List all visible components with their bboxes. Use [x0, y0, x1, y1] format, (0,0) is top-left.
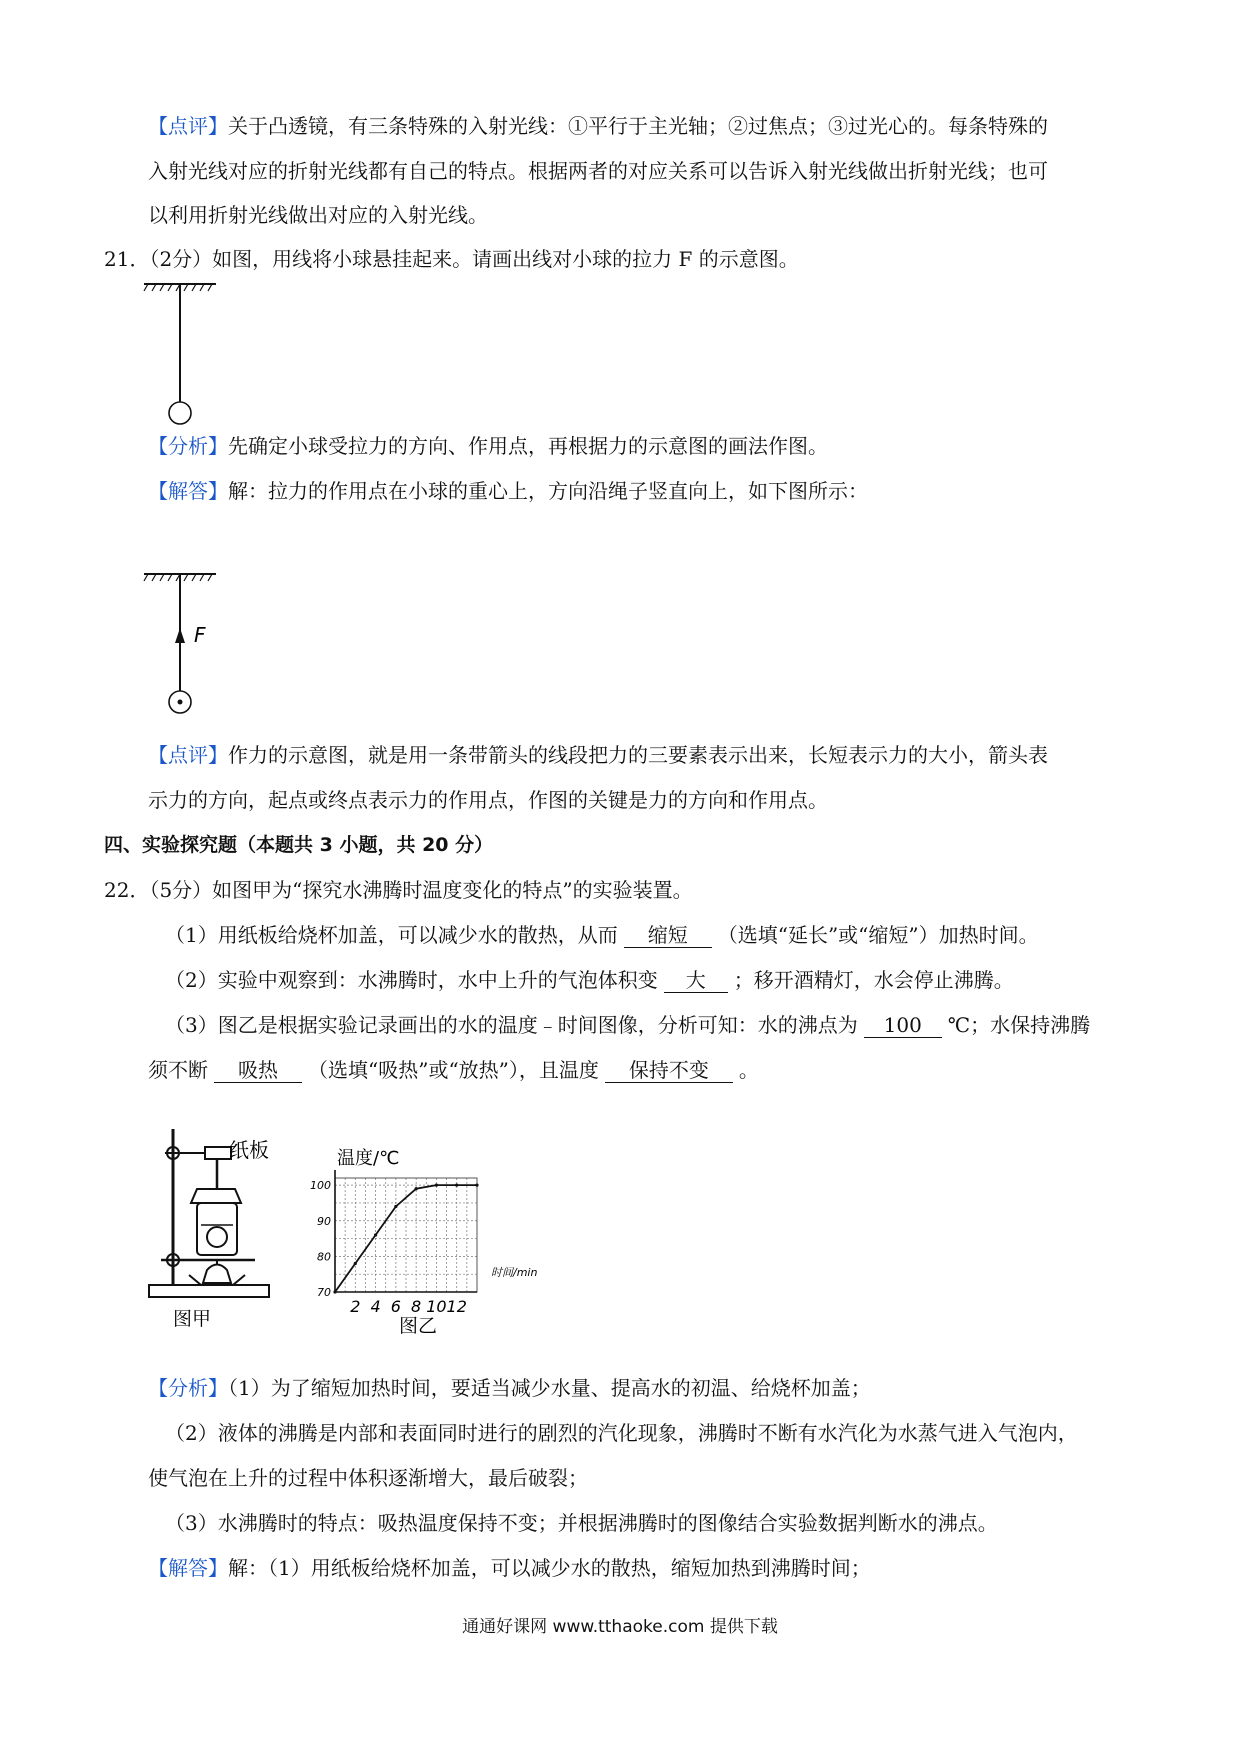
q22-answer-1: 【解答】解：（1）用纸板给烧杯加盖，可以减少水的散热，缩短加热到沸腾时间； [148, 1556, 871, 1580]
data-point [394, 1205, 397, 1208]
data-point [374, 1233, 377, 1236]
y-tick-label: 100 [310, 1179, 331, 1193]
q22-analysis-2b: 使气泡在上升的过程中体积逐渐增大，最后破裂； [148, 1466, 588, 1490]
data-point [475, 1184, 478, 1187]
q22-analysis-2a: （2）液体的沸腾是内部和表面同时进行的剧烈的汽化现象，沸腾时不断有水汽化为水蒸气进入气泡内， [165, 1421, 1078, 1445]
q22-sub2: （2）实验中观察到：水沸腾时，水中上升的气泡体积变 大 ；移开酒精灯，水会停止沸腾。 [165, 968, 1014, 992]
answer-blank: 保持不变 [605, 1058, 733, 1083]
data-point [455, 1184, 458, 1187]
question-21: 21．（2分）如图，用线将小球悬挂起来。请画出线对小球的拉力 F 的示意图。 [104, 247, 799, 271]
y-tick-label: 80 [317, 1250, 331, 1264]
force-label: F [194, 623, 206, 647]
chart-x-label: 时间/min [491, 1266, 538, 1279]
q21-analysis: 【分析】先确定小球受拉力的方向、作用点，再根据力的示意图的画法作图。 [148, 434, 828, 458]
q21-answer: 【解答】解：拉力的作用点在小球的重心上，方向沿绳子竖直向上，如下图所示： [148, 479, 868, 503]
figure-pendulum [140, 280, 220, 430]
comment-tag: 【点评】 [148, 114, 228, 138]
y-tick-label: 90 [317, 1214, 331, 1228]
x-tick-label: 4 [370, 1297, 381, 1316]
data-point [435, 1184, 438, 1187]
figure-pendulum-answer [140, 570, 240, 720]
q22-sub1: （1）用纸板给烧杯加盖，可以减少水的散热，从而 缩短 （选填“延长”或“缩短”）加热时间。 [165, 923, 1039, 947]
temperature-time-chart [295, 1140, 555, 1340]
q22-analysis-3: （3）水沸腾时的特点：吸热温度保持不变；并根据沸腾时的图像结合实验数据判断水的沸点。 [165, 1511, 998, 1535]
comment-line-1: 【点评】关于凸透镜，有三条特殊的入射光线：①平行于主光轴；②过焦点；③过光心的。每条特殊的 [148, 114, 1048, 138]
force-arrow-icon [175, 628, 185, 643]
answer-blank: 吸热 [214, 1058, 302, 1083]
q21-comment-1: 【点评】作力的示意图，就是用一条带箭头的线段把力的三要素表示出来，长短表示力的大小，箭头表 [148, 743, 1048, 767]
chart-y-label: 温度/℃ [337, 1148, 400, 1169]
data-point [333, 1290, 336, 1293]
y-tick-label: 70 [317, 1286, 331, 1299]
x-tick-label: 2 [350, 1297, 361, 1316]
x-tick-label: 10 [426, 1297, 447, 1316]
answer-blank: 100 [864, 1013, 942, 1038]
section-heading: 四、实验探究题（本题共 3 小题，共 20 分） [104, 834, 494, 856]
x-tick-label: 8 [411, 1297, 422, 1316]
q22-sub3-line2: 须不断 吸热 （选填“吸热”或“放热”），且温度 保持不变 。 [148, 1058, 759, 1082]
x-tick-label: 12 [446, 1297, 467, 1316]
footer: 通通好课网 www.tthaoke.com 提供下载 [462, 1617, 778, 1637]
answer-blank: 大 [664, 968, 728, 993]
data-point [354, 1262, 357, 1265]
answer-blank: 缩短 [624, 923, 712, 948]
cardboard-label: 纸板 [229, 1138, 269, 1162]
q21-comment-2: 示力的方向，起点或终点表示力的作用点，作图的关键是力的方向和作用点。 [148, 788, 828, 812]
comment-line-2: 入射光线对应的折射光线都有自己的特点。根据两者的对应关系可以告诉入射光线做出折射光线；也可 [148, 159, 1048, 183]
comment-line-3: 以利用折射光线做出对应的入射光线。 [148, 203, 488, 227]
data-point [415, 1187, 418, 1190]
figure-jia-caption: 图甲 [173, 1308, 212, 1330]
q22-sub3-line1: （3）图乙是根据实验记录画出的水的温度﹣时间图像，分析可知：水的沸点为 100 ℃；水保持沸腾 [165, 1013, 1091, 1037]
q22-analysis-1: 【分析】（1）为了缩短加热时间，要适当减少水量、提高水的初温、给烧杯加盖； [148, 1376, 871, 1400]
figure-yi-caption: 图乙 [399, 1315, 438, 1337]
x-tick-label: 6 [390, 1297, 401, 1316]
question-22: 22．（5分）如图甲为“探究水沸腾时温度变化的特点”的实验装置。 [104, 878, 693, 902]
figure-apparatus [145, 1125, 295, 1335]
